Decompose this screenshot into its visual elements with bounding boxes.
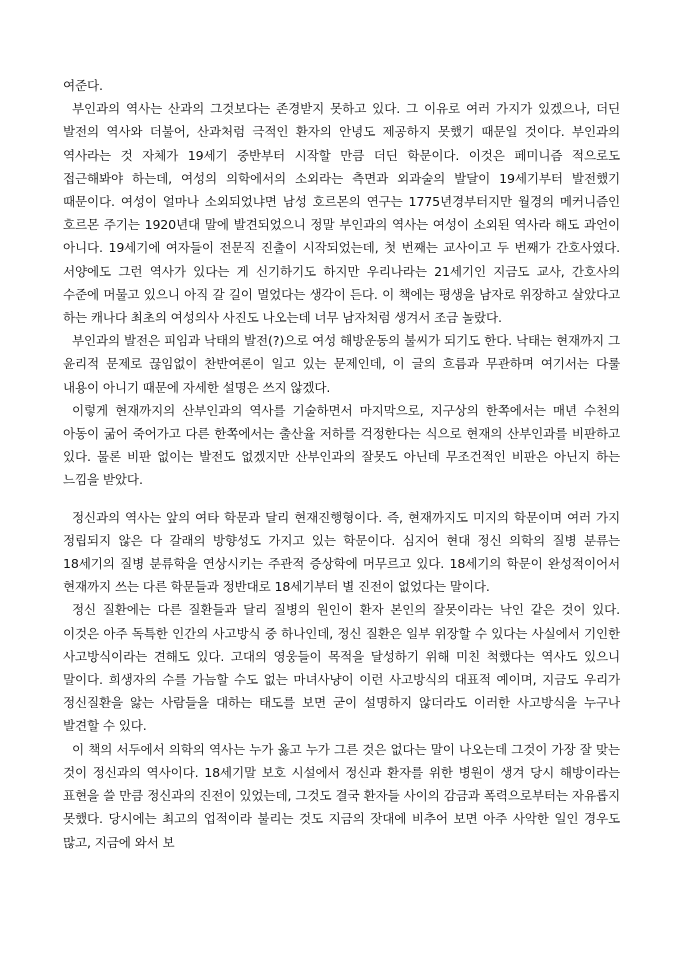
paragraph-gap [63, 492, 620, 506]
paragraph-4: 이렇게 현재까지의 산부인과의 역사를 기술하면서 마지막으로, 지구상의 한쪽에서는 매년 수천의 아동이 굶어 죽어가고 다른 한쪽에서는 출산율 저하를 걱정한다는 식으로 현재의 산부인과를 비판하고 있다. 물론 비판 없이는 발전도 없겠지만 산부인과의 잘못도 아닌데 무조건적인 비판은 아닌지 하는 느낌을 받았다. [63, 402, 620, 488]
paragraph-2: 부인과의 역사는 산과의 그것보다는 존경받지 못하고 있다. 그 이유로 여러 가지가 있겠으나, 더딘 발전의 역사와 더불어, 산과처럼 극적인 환자의 안녕도 제공하지 못했기 때문일 것이다. 부인과의 역사라는 것 자체가 19세기 중반부터 시작할 만큼 더딘 학문이다. 이것은 페미니즘 적으로도 접근해봐야 하는데, 여성의 의학에서의 소외라는 측면과 외과술의 발달이 19세기부터 발전했기 때문이다. 여성이 얼마나 소외되었냐면 남성 호르몬의 연구는 1775년경부터지만 월경의 메커니즘인 호르몬 주기는 1920년대 말에 발견되었으니 정말 부인과의 역사는 여성이 소외된 역사라 해도 과언이 아니다. 19세기에 여자들이 전문직 진출이 시작되었는데, 첫 번째는 교사이고 두 번째가 간호사였다. 서양에도 그런 역사가 있다는 게 신기하기도 하지만 우리나라는 21세기인 지금도 교사, 간호사의 수준에 머물고 있으니 아직 갈 길이 멀었다는 생각이 든다. 이 책에는 평생을 남자로 위장하고 살았다고 하는 캐나다 최초의 여성의사 사진도 나오는데 너무 남자처럼 생겨서 조금 놀랐다. [63, 101, 620, 326]
paragraph-1: 여준다. [63, 78, 103, 93]
paragraph-3: 부인과의 발전은 피임과 낙태의 발전(?)으로 여성 해방운동의 불씨가 되기도 한다. 낙태는 현재까지 그 윤리적 문제로 끊임없이 찬반여론이 일고 있는 문제인데, 이 글의 흐름과 무관하며 여기서는 다룰 내용이 아니기 때문에 자세한 설명은 쓰지 않겠다. [63, 333, 620, 395]
paragraph-7: 이 책의 서두에서 의학의 역사는 누가 옳고 누가 그른 것은 없다는 말이 나오는데 그것이 가장 잘 맞는 것이 정신과의 역사이다. 18세기말 보호 시설에서 정신과 환자를 위한 병원이 생겨 당시 해방이라는 표현을 쓸 만큼 정신과의 진전이 있었는데, 그것도 결국 환자들 사이의 감금과 폭력으로부터는 자유롭지 못했다. 당시에는 최고의 업적이라 불리는 것도 지금의 잣대에 비추어 보면 아주 사악한 일인 경우도 많고, 지금에 와서 보 [63, 741, 620, 850]
paragraph-5: 정신과의 역사는 앞의 여타 학문과 달리 현재진행형이다. 즉, 현재까지도 미지의 학문이며 여러 가지 정립되지 않은 다 갈래의 방향성도 가지고 있는 학문이다. 심지어 현대 정신 의학의 질병 분류는 18세기의 질병 분류학을 연상시키는 주관적 증상학에 머무르고 있다. 18세기의 학문이 완성적이어서 현재까지 쓰는 다른 학문들과 정반대로 18세기부터 별 진전이 없었다는 말이다. [63, 509, 620, 595]
paragraph-6: 정신 질환에는 다른 질환들과 달리 질병의 원인이 환자 본인의 잘못이라는 낙인 같은 것이 있다. 이것은 아주 독특한 인간의 사고방식 중 하나인데, 정신 질환은 일부 위장할 수 있다는 사실에서 기인한 사고방식이라는 견해도 있다. 고대의 영웅들이 목적을 달성하기 위해 미친 척했다는 역사도 있으니 말이다. 희생자의 수를 가늠할 수도 없는 마녀사냥이 이런 사고방식의 대표적 예이며, 지금도 우리가 정신질환을 앓는 사람들을 대하는 태도를 보면 굳이 설명하지 않더라도 이러한 사고방식을 누구나 발견할 수 있다. [63, 602, 620, 734]
